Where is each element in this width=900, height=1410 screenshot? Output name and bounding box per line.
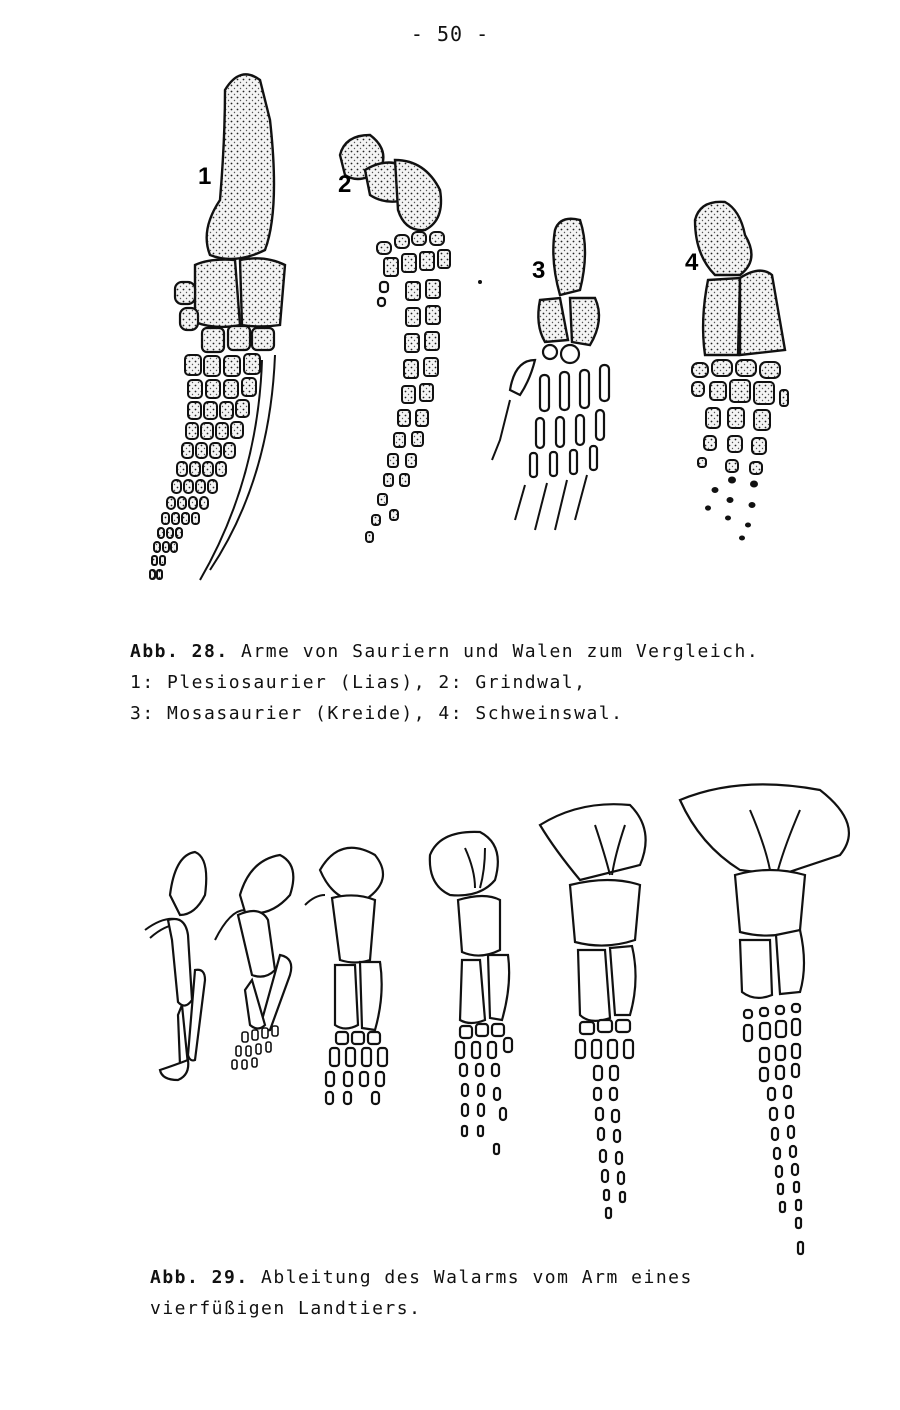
figure-29-illustration — [140, 770, 870, 1290]
figure-28-label-3: 3 — [532, 257, 546, 284]
arm-stage-2 — [215, 855, 293, 1069]
flipper-pilot-whale — [340, 135, 450, 542]
figure-28-caption-prefix: Abb. 28. — [130, 641, 229, 662]
figure-28-caption — [130, 636, 759, 729]
figure-29-caption-prefix: Abb. 29. — [150, 1267, 249, 1288]
figure-28-label-1: 1 — [198, 163, 212, 190]
figure-28-caption-line-2: 1: Plesiosaurier (Lias), 2: Grindwal, — [130, 672, 587, 693]
figure-29-caption-line-1: Ableitung des Walarms vom Arm eines — [261, 1267, 693, 1288]
flipper-plesiosaurus — [150, 74, 285, 580]
figure-28-caption-line-3: 3: Mosasaurier (Kreide), 4: Schweinswal. — [130, 703, 624, 724]
arm-stage-6 — [680, 784, 849, 1254]
figure-28-illustration — [140, 60, 820, 620]
figure-28-label-4: 4 — [685, 249, 699, 276]
arm-stage-1 — [145, 852, 206, 1080]
page-number: - 50 - — [410, 22, 490, 46]
flipper-porpoise — [692, 202, 788, 541]
arm-stage-5 — [540, 804, 646, 1218]
figure-28-label-2: 2 — [338, 171, 352, 198]
figure-28-caption-line-1: Arme von Sauriern und Walen zum Vergleich. — [241, 641, 760, 662]
flipper-mosasaurus — [492, 219, 609, 530]
arm-stage-4 — [430, 832, 512, 1154]
arm-stage-3 — [305, 848, 387, 1104]
figure-29-caption-line-2: vierfüßigen Landtiers. — [150, 1298, 422, 1319]
figure-29-caption — [150, 1262, 693, 1324]
